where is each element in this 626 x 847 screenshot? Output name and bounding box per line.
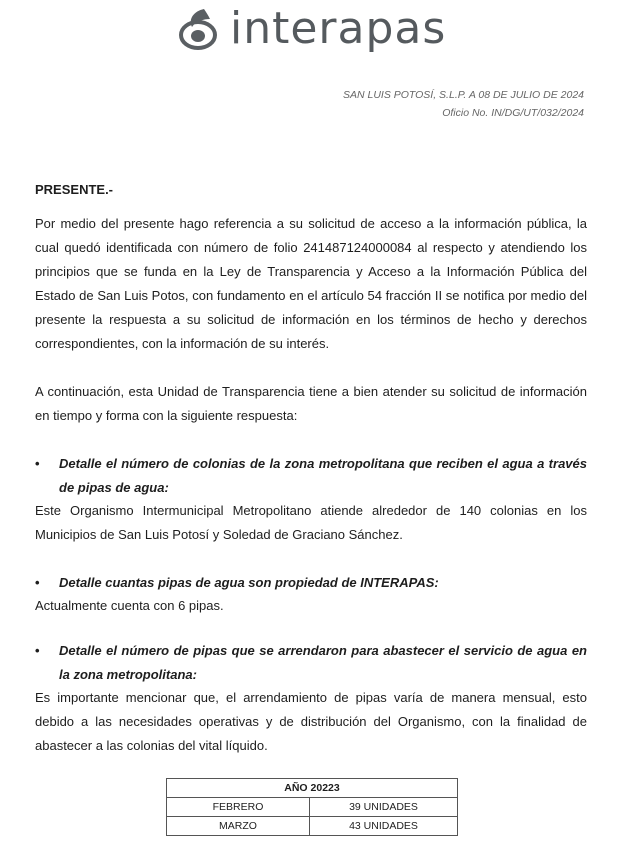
table-cell-month: FEBRERO	[167, 798, 310, 817]
intro-paragraph: Por medio del presente hago referencia a su solicitud de acceso a la información pública, la cual quedó identificada con número de folio 241487124000084 al respecto y atendiendo los principios que se funda en la Ley de Transparencia y Acceso a la Información Pública del Estado de San Luis Potos, con fundamento en el artículo 54 fracción II se notifica por medio del presente la respuesta a su solicitud de información en los términos de hecho y derechos correspondientes, con la información de su interés.	[35, 216, 587, 351]
answer-1: Este Organismo Intermunicipal Metropolitano atiende alrededor de 140 colonias en los Municipios de San Luis Potosí y Soledad de Graciano Sánchez.	[35, 503, 587, 542]
interapas-logo-icon	[174, 5, 226, 53]
question-1	[35, 452, 587, 500]
oficio-number: Oficio No. IN/DG/UT/032/2024	[442, 107, 584, 119]
question-3	[35, 639, 587, 687]
table-row	[167, 817, 458, 836]
place-date: SAN LUIS POTOSÍ, S.L.P. A 08 DE JULIO DE 2024	[342, 89, 584, 101]
continuation-paragraph: A continuación, esta Unidad de Transparencia tiene a bien atender su solicitud de información en tiempo y forma con la siguiente respuesta:	[35, 384, 587, 423]
answer-2: Actualmente cuenta con 6 pipas.	[35, 598, 224, 613]
interapas-logo	[174, 4, 446, 54]
header-info	[343, 86, 584, 122]
table-cell-units: 43 UNIDADES	[310, 817, 458, 836]
table-cell-units: 39 UNIDADES	[310, 798, 458, 817]
bullet-icon: •	[35, 575, 40, 590]
pipas-table	[166, 778, 458, 836]
question-1-text: Detalle el número de colonias de la zona metropolitana que reciben el agua a través de pipas de agua:	[59, 456, 587, 495]
table-header: AÑO 20223	[167, 779, 458, 798]
table-cell-month: MARZO	[167, 817, 310, 836]
question-2-text: Detalle cuantas pipas de agua son propiedad de INTERAPAS:	[59, 575, 439, 590]
question-2	[35, 571, 587, 595]
bullet-icon: •	[35, 456, 40, 471]
bullet-icon: •	[35, 643, 40, 658]
table-row	[167, 798, 458, 817]
logo-wordmark: interapas	[230, 3, 447, 54]
question-3-text: Detalle el número de pipas que se arrendaron para abastecer el servicio de agua en la zona metropolitana:	[59, 643, 587, 682]
salutation: PRESENTE.-	[35, 182, 114, 197]
answer-3: Es importante mencionar que, el arrendamiento de pipas varía de manera mensual, esto debido a las necesidades operativas y de distribución del Organismo, con la finalidad de abastecer a las colonias del vital líquido.	[35, 690, 587, 753]
